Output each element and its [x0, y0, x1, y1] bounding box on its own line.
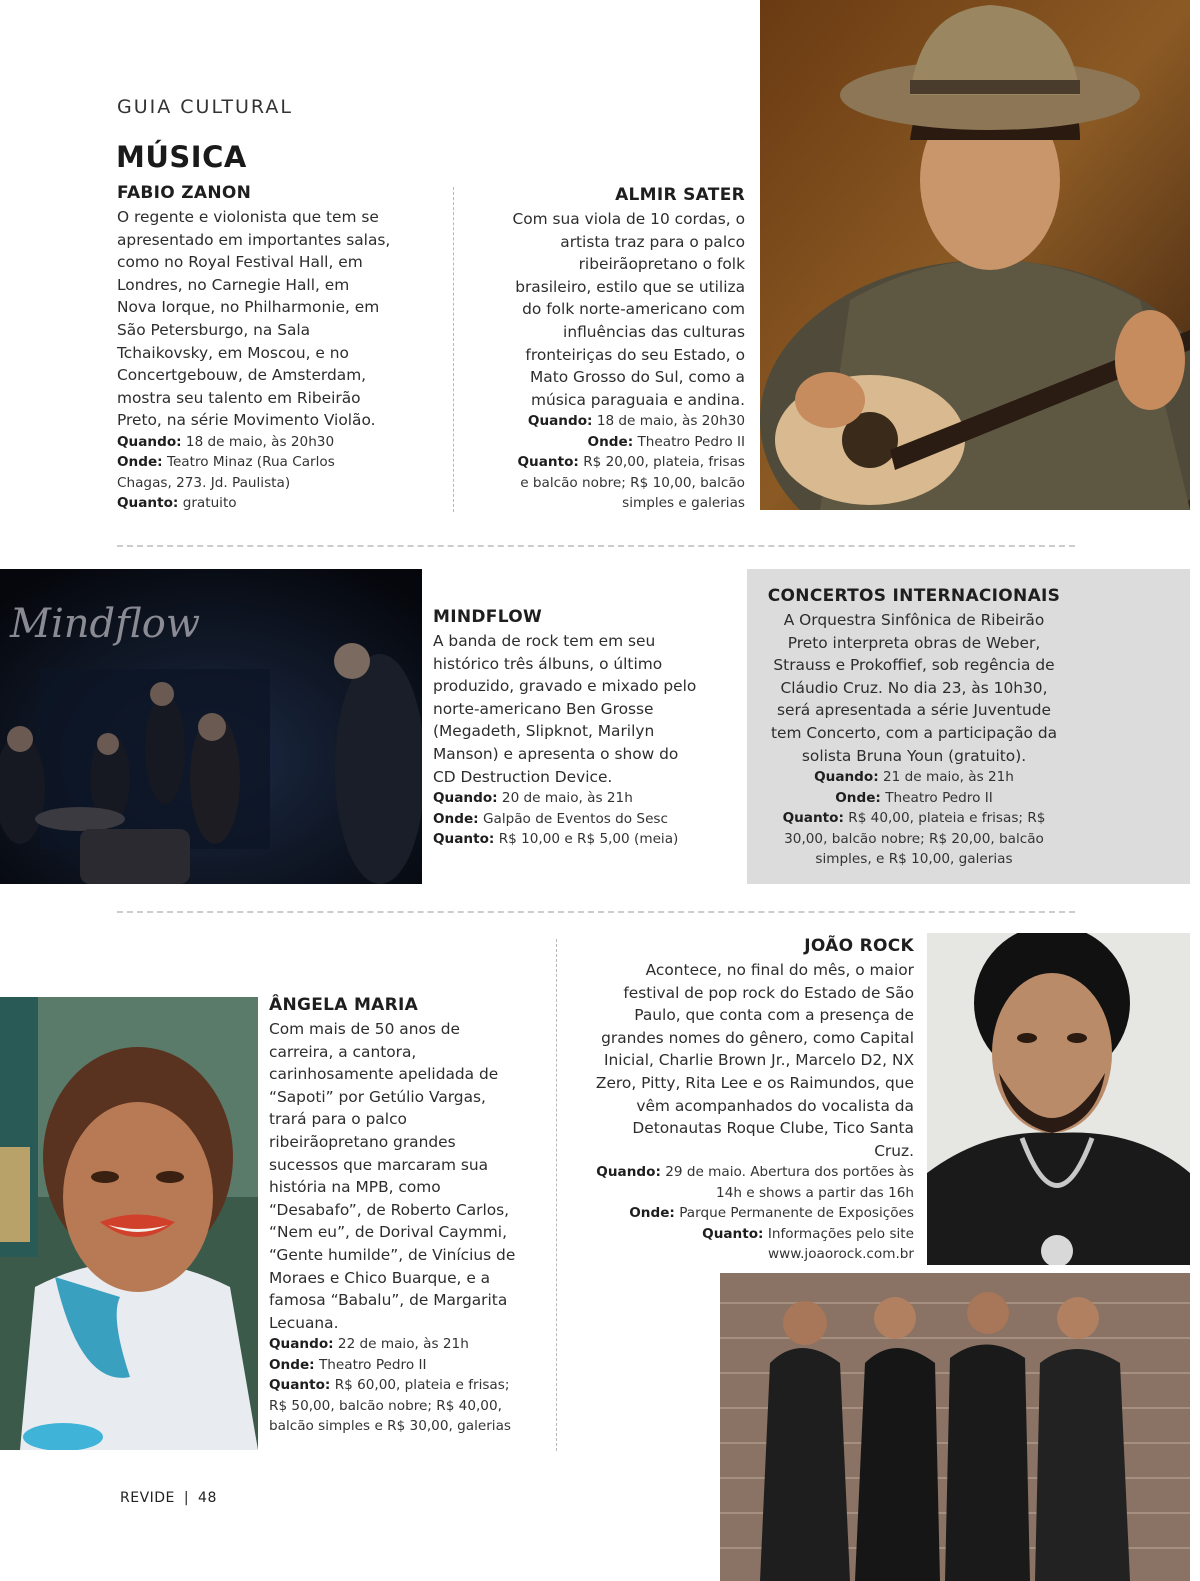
event-when: Quando: 18 de maio, às 20h30 — [117, 433, 335, 450]
column-divider — [453, 187, 454, 512]
article-mindflow — [433, 607, 703, 850]
article-title: MINDFLOW — [433, 607, 543, 627]
article-almir-sater — [508, 185, 745, 514]
event-when: Quando: 18 de maio, às 20h30 — [527, 413, 745, 430]
band-logo: Mindflow — [10, 601, 201, 647]
event-price: Quanto: R$ 20,00, plateia, frisas e balcão nobre; R$ 10,00, balcão simples e galerias — [517, 454, 745, 512]
photo-joao-rock-band — [720, 1273, 1190, 1581]
footer-separator: | — [183, 1490, 190, 1506]
kicker: GUIA CULTURAL — [117, 96, 293, 118]
article-description: Com sua viola de 10 cordas, o artista traz para o palco ribeirãopretano o folk brasileiro, estilo que se utiliza do folk norte-americano com influências das culturas fronteiriças do seu Estado, o Mato Grosso do Sul, como a música paraguaia e andina. — [512, 210, 745, 409]
article-fabio-zanon — [117, 183, 392, 514]
article-concertos-internacionais — [766, 586, 1062, 870]
event-where: Onde: Theatro Pedro II — [835, 789, 993, 806]
photo-joao-rock-artist — [927, 933, 1190, 1265]
article-title: ALMIR SATER — [615, 185, 745, 205]
event-price: Quanto: Informações pelo site www.joaorock.com.br — [702, 1225, 914, 1263]
row-divider — [117, 545, 1075, 547]
event-price: Quanto: R$ 10,00 e R$ 5,00 (meia) — [433, 831, 679, 848]
event-price: Quanto: gratuito — [117, 495, 237, 512]
article-description: Com mais de 50 anos de carreira, a cantora, carinhosamente apelidada de “Sapoti” por Getúlio Vargas, trará para o palco ribeirãopretano grandes sucessos que marcaram sua história na MPB, como “Desabafo”, de Roberto Carlos, “Nem eu”, de Dorival Caymmi, “Gente humilde”, de Vinícius de Moraes e Chico Buarque, e a famosa “Babalu”, de Margarita Lecuana. — [269, 1020, 516, 1332]
page-number: 48 — [198, 1490, 217, 1506]
magazine-name: REVIDE — [120, 1490, 175, 1506]
event-price: Quanto: R$ 40,00, plateia e frisas; R$ 30,00, balcão nobre; R$ 20,00, balcão simples, e R$ 10,00, galerias — [782, 810, 1046, 868]
event-when: Quando: 20 de maio, às 21h — [433, 790, 633, 807]
article-title: ÂNGELA MARIA — [269, 995, 419, 1015]
article-description: Acontece, no final do mês, o maior festival de pop rock do Estado de São Paulo, que conta com a presença de grandes nomes do gênero, como Capital Inicial, Charlie Brown Jr., Marcelo D2, NX Zero, Pitty, Rita Lee e os Raimundos, que vêm acompanhados do vocalista da Detonautas Roque Clube, Tico Santa Cruz. — [595, 961, 914, 1160]
event-price: Quanto: R$ 60,00, plateia e frisas; R$ 50,00, balcão nobre; R$ 40,00, balcão simples e R$ 30,00, galerias — [269, 1377, 511, 1435]
event-where: Onde: Theatro Pedro II — [269, 1356, 427, 1373]
event-when: Quando: 22 de maio, às 21h — [269, 1336, 469, 1353]
article-title: FABIO ZANON — [117, 183, 252, 203]
article-title: CONCERTOS INTERNACIONAIS — [767, 586, 1061, 606]
article-description: O regente e violonista que tem se apresentado em importantes salas, como no Royal Festival Hall, em Londres, no Carnegie Hall, em Nova Iorque, no Philharmonie, em São Petersburgo, na Sala Tchaikovsky, em Moscou, e no Concertgebouw, de Amsterdam, mostra seu talento em Ribeirão Preto, na série Movimento Violão. — [117, 208, 391, 430]
event-when: Quando: 21 de maio, às 21h — [814, 769, 1014, 786]
event-where: Onde: Teatro Minaz (Rua Carlos Chagas, 273. Jd. Paulista) — [117, 454, 335, 491]
article-joao-rock — [590, 936, 914, 1265]
page-footer — [120, 1490, 217, 1506]
photo-mindflow — [0, 569, 422, 884]
photo-almir-sater — [760, 0, 1190, 510]
event-where: Onde: Theatro Pedro II — [587, 433, 745, 450]
row-divider — [117, 911, 1075, 913]
article-angela-maria — [269, 995, 521, 1437]
article-description: A Orquestra Sinfônica de Ribeirão Preto interpreta obras de Weber, Strauss e Prokoffief, sob regência de Cláudio Cruz. No dia 23, às 10h30, será apresentada a série Juventude tem Concerto, com a participação da solista Bruna Youn (gratuito). — [770, 611, 1058, 765]
event-where: Onde: Galpão de Eventos do Sesc — [433, 810, 668, 827]
photo-angela-maria — [0, 997, 258, 1450]
section-title: MÚSICA — [116, 140, 247, 174]
event-when: Quando: 29 de maio. Abertura dos portões às 14h e shows a partir das 16h — [596, 1164, 914, 1201]
column-divider — [556, 939, 557, 1451]
event-where: Onde: Parque Permanente de Exposições — [629, 1205, 914, 1222]
article-title: JOÃO ROCK — [804, 936, 914, 956]
article-description: A banda de rock tem em seu histórico três álbuns, o último produzido, gravado e mixado pelo norte-americano Ben Grosse (Megadeth, Slipknot, Marilyn Manson) e apresenta o show do CD Destruction Device. — [433, 632, 697, 786]
